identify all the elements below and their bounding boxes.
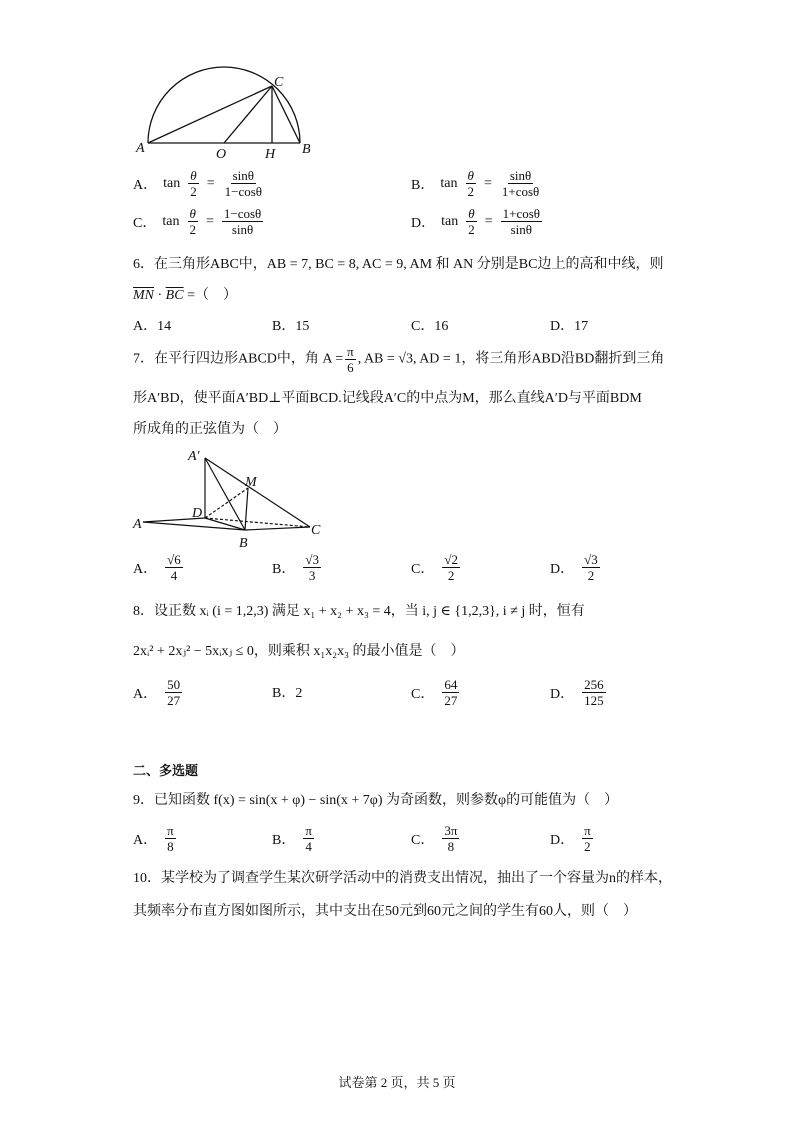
eq: = <box>205 213 214 229</box>
label-A: A <box>136 141 145 156</box>
q7-option-c[interactable]: C． $\frac{√2}{2}$ <box>411 552 458 583</box>
q7-text-line2: 形A′BD，使平面A′BD⊥平面BCD.记线段A′C的中点为M，那么直线A′D与平面BDM <box>133 391 642 406</box>
semicircle-figure <box>0 0 400 170</box>
label-O: O <box>216 147 227 162</box>
fraction: $\frac{\theta}{2}$ <box>468 206 475 237</box>
q8-option-a[interactable]: A． $\frac{50}{27}$ <box>133 677 181 708</box>
q5-option-c[interactable] <box>133 206 265 237</box>
fraction: $\frac{\pi}{8}$ <box>167 823 174 854</box>
label-H: H <box>265 147 276 162</box>
fraction: $\frac{\theta}{2}$ <box>190 168 197 199</box>
q10-text-line1: 10．某学校为了调查学生某次研学活动中的消费支出情况，抽出了一个容量为n的样本， <box>133 871 672 886</box>
q7-option-d[interactable]: D． $\frac{√3}{2}$ <box>550 552 598 583</box>
q5-option-a[interactable] <box>133 168 266 199</box>
fraction: $\frac{256}{125}$ <box>584 677 604 708</box>
fraction: $\frac{\theta}{2}$ <box>189 206 196 237</box>
fraction: $\frac{√2}{2}$ <box>444 552 458 583</box>
q8-text-line1: 8．设正数 xᵢ (i = 1,2,3) 满足 x₁ + x₂ + x₃ = 4，当 i, j ∈ {1,2,3}, i ≠ j 时，恒有 <box>133 604 585 619</box>
eq: = <box>484 213 493 229</box>
fraction: $\frac{√3}{3}$ <box>305 552 319 583</box>
fraction: $\frac{1-\cos\theta}{\sin\theta}$ <box>223 206 262 237</box>
option-label: D． <box>411 215 436 231</box>
q5-option-b[interactable] <box>411 168 543 199</box>
tetrahedron-figure <box>0 440 340 555</box>
vector-mn: $\overline{MN}$ <box>133 288 154 303</box>
vector-bc: $\overline{BC}$ <box>165 288 184 303</box>
option-label: A． <box>133 177 158 193</box>
label-C: C <box>311 523 321 538</box>
label-C: C <box>274 75 284 90</box>
label-A-prime: A′ <box>188 449 200 464</box>
q9-option-b[interactable]: B． $\frac{\pi}{4}$ <box>272 823 312 854</box>
q7-option-b[interactable]: B． $\frac{√3}{3}$ <box>272 552 319 583</box>
q8-option-d[interactable]: D． $\frac{256}{125}$ <box>550 677 604 708</box>
eq: = <box>483 175 492 191</box>
q7-option-a[interactable]: A． $\frac{√6}{4}$ <box>133 552 181 583</box>
label-D: D <box>192 506 203 521</box>
fraction: $\frac{1+\cos\theta}{\sin\theta}$ <box>502 206 541 237</box>
fraction: $\frac{\sin\theta}{1-\cos\theta}$ <box>224 168 263 199</box>
option-label: C． <box>133 215 157 231</box>
q6-option-a[interactable]: A．14 <box>133 319 172 334</box>
fraction: $\frac{64}{27}$ <box>444 677 458 708</box>
fraction: $\frac{\sin\theta}{1+\cos\theta}$ <box>501 168 540 199</box>
page-footer: 试卷第 2 页，共 5 页 <box>338 1075 456 1090</box>
q9-text: 9．已知函数 f(x) = sin(x + φ) − sin(x + 7φ) 为奇函数，则参数φ的可能值为（ ） <box>133 793 619 808</box>
q6-text: 6．在三角形ABC中，AB = 7, BC = 8, AC = 9, AM 和 AN 分别是BC边上的高和中线，则 <box>133 257 664 272</box>
label-B: B <box>239 536 248 551</box>
fn: tan <box>441 213 459 229</box>
q8-option-b[interactable]: B．2 <box>272 686 303 701</box>
option-label: B． <box>411 177 435 193</box>
q9-option-d[interactable]: D． $\frac{\pi}{2}$ <box>550 823 591 854</box>
q6-option-d[interactable]: D．17 <box>550 319 589 334</box>
q5-option-d[interactable] <box>411 206 544 237</box>
fraction: $\frac{\pi}{6}$ <box>347 344 354 375</box>
fraction: $\frac{50}{27}$ <box>167 677 181 708</box>
q6-option-b[interactable]: B．15 <box>272 319 310 334</box>
q7-text-line3: 所成角的正弦值为（ ） <box>133 422 287 437</box>
q9-option-c[interactable]: C． $\frac{3\pi}{8}$ <box>411 823 458 854</box>
fraction: $\frac{3\pi}{8}$ <box>444 823 458 854</box>
q7-text-line1: 7．在平行四边形ABCD中，角 A = $\frac{\pi}{6}$ , AB = √3, AD = 1，将三角形ABD沿BD翻折到三角 <box>133 344 665 375</box>
fraction: $\frac{\pi}{4}$ <box>305 823 312 854</box>
q10-text-line2: 其频率分布直方图如图所示，其中支出在50元到60元之间的学生有60人，则（ ） <box>133 904 637 919</box>
fraction: $\frac{\pi}{2}$ <box>584 823 591 854</box>
q8-option-c[interactable]: C． $\frac{64}{27}$ <box>411 677 458 708</box>
q8-text-line2: 2xᵢ² + 2xⱼ² − 5xᵢxⱼ ≤ 0，则乘积 x₁x₂x₃ 的最小值是（ ） <box>133 644 465 659</box>
fn: tan <box>163 175 181 191</box>
fraction: $\frac{\theta}{2}$ <box>467 168 474 199</box>
fn: tan <box>440 175 458 191</box>
q6-expression: $\overline{MN} \cdot \overline{BC}$ =（ ） <box>133 288 237 303</box>
fraction: $\frac{√6}{4}$ <box>167 552 181 583</box>
eq: = <box>206 175 215 191</box>
label-B: B <box>302 142 311 157</box>
q9-option-a[interactable]: A． $\frac{\pi}{8}$ <box>133 823 174 854</box>
fraction: $\frac{√3}{2}$ <box>584 552 598 583</box>
label-M: M <box>245 475 257 490</box>
q6-option-c[interactable]: C．16 <box>411 319 449 334</box>
label-A: A <box>133 517 142 532</box>
fn: tan <box>162 213 180 229</box>
section-heading: 二、多选题 <box>133 764 199 779</box>
